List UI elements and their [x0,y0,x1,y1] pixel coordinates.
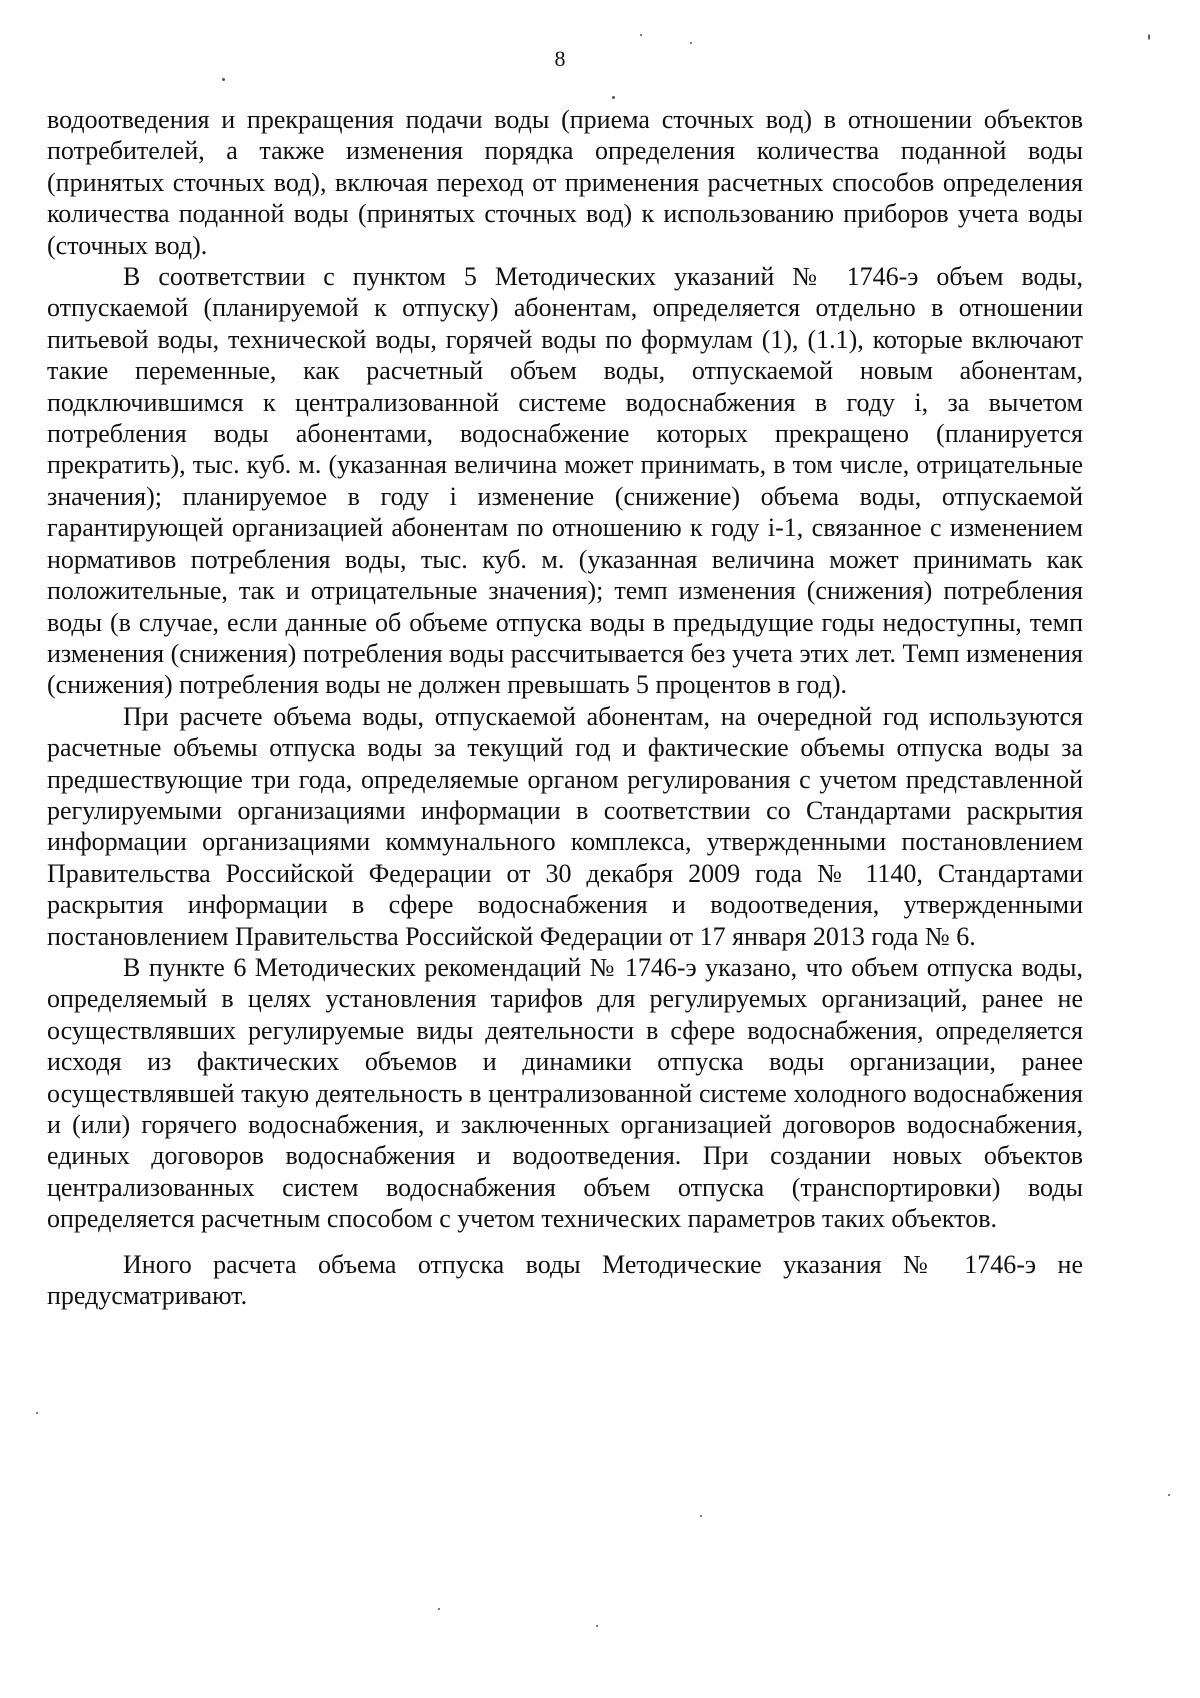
scan-speck [690,42,692,44]
scan-speck [438,1608,440,1610]
scan-speck [640,34,642,36]
document-body [47,104,1083,1311]
scan-speck [612,96,615,99]
scan-speck [1168,1494,1170,1496]
paragraph-continuation: водоотведения и прекращения подачи воды (приема сточных вод) в отношении объектов потребителей, а также изменения порядка определения количества поданной воды (принятых сточных вод), включая переход от применения расчетных способов определения количества поданной воды (принятых сточных вод) к использованию приборов учета воды (сточных вод). [47,105,1083,260]
scan-speck [222,78,225,81]
paragraph-calculation-basis: При расчете объема воды, отпускаемой абонентам, на очередной год используются расчетные объемы отпуска воды за текущий год и фактические объемы отпуска воды за предшествующие три года, определяемые органом регулирования с учетом представленной регулируемыми организациями информации в соответствии со Стандартами раскрытия информации организациями коммунального комплекса, утвержденными постановлением Правительства Российской Федерации от 30 декабря 2009 года № 1140, Стандартами раскрытия информации в сфере водоснабжения и водоотведения, утвержденными постановлением Правительства Российской Федерации от 17 января 2013 года № 6. [47,701,1083,951]
scan-speck [36,1412,38,1414]
scan-speck [596,1625,598,1627]
scan-speck [1148,34,1150,40]
paragraph-conclusion: Иного расчета объема отпуска воды Методические указания № 1746-э не предусматривают. [47,1249,1083,1311]
paragraph-point-6: В пункте 6 Методических рекомендаций № 1746-э указано, что объем отпуска воды, определяемый в целях установления тарифов для регулируемых организаций, ранее не осуществлявших регулируемые виды деятельности в сфере водоснабжения, определяется исходя из фактических объемов и динамики отпуска воды организации, ранее осуществлявшей такую деятельность в централизованной системе холодного водоснабжения и (или) горячего водоснабжения, и заключенных организацией договоров водоснабжения, единых договоров водоснабжения и водоотведения. При создании новых объектов централизованных систем водоснабжения объем отпуска (транспортировки) воды определяется расчетным способом с учетом технических параметров таких объектов. [47,952,1083,1234]
paragraph-point-5: В соответствии с пунктом 5 Методических указаний № 1746-э объем воды, отпускаемой (планируемой к отпуску) абонентам, определяется отдельно в отношении питьевой воды, технической воды, горячей воды по формулам (1), (1.1), которые включают такие переменные, как расчетный объем воды, отпускаемой новым абонентам, подключившимся к централизованной системе водоснабжения в году i, за вычетом потребления воды абонентами, водоснабжение которых прекращено (планируется прекратить), тыс. куб. м. (указанная величина может принимать, в том числе, отрицательные значения); планируемое в году i изменение (снижение) объема воды, отпускаемой гарантирующей организацией абонентам по отношению к году i-1, связанное с изменением нормативов потребления воды, тыс. куб. м. (указанная величина может принимать как положительные, так и отрицательные значения); темп изменения (снижения) потребления воды (в случае, если данные об объеме отпуска воды в предыдущие годы недоступны, темп изменения (снижения) потребления воды рассчитывается без учета этих лет. Темп изменения (снижения) потребления воды не должен превышать 5 процентов в год). [47,262,1083,700]
scan-speck [700,1515,702,1517]
page-number: 8 [554,46,566,71]
